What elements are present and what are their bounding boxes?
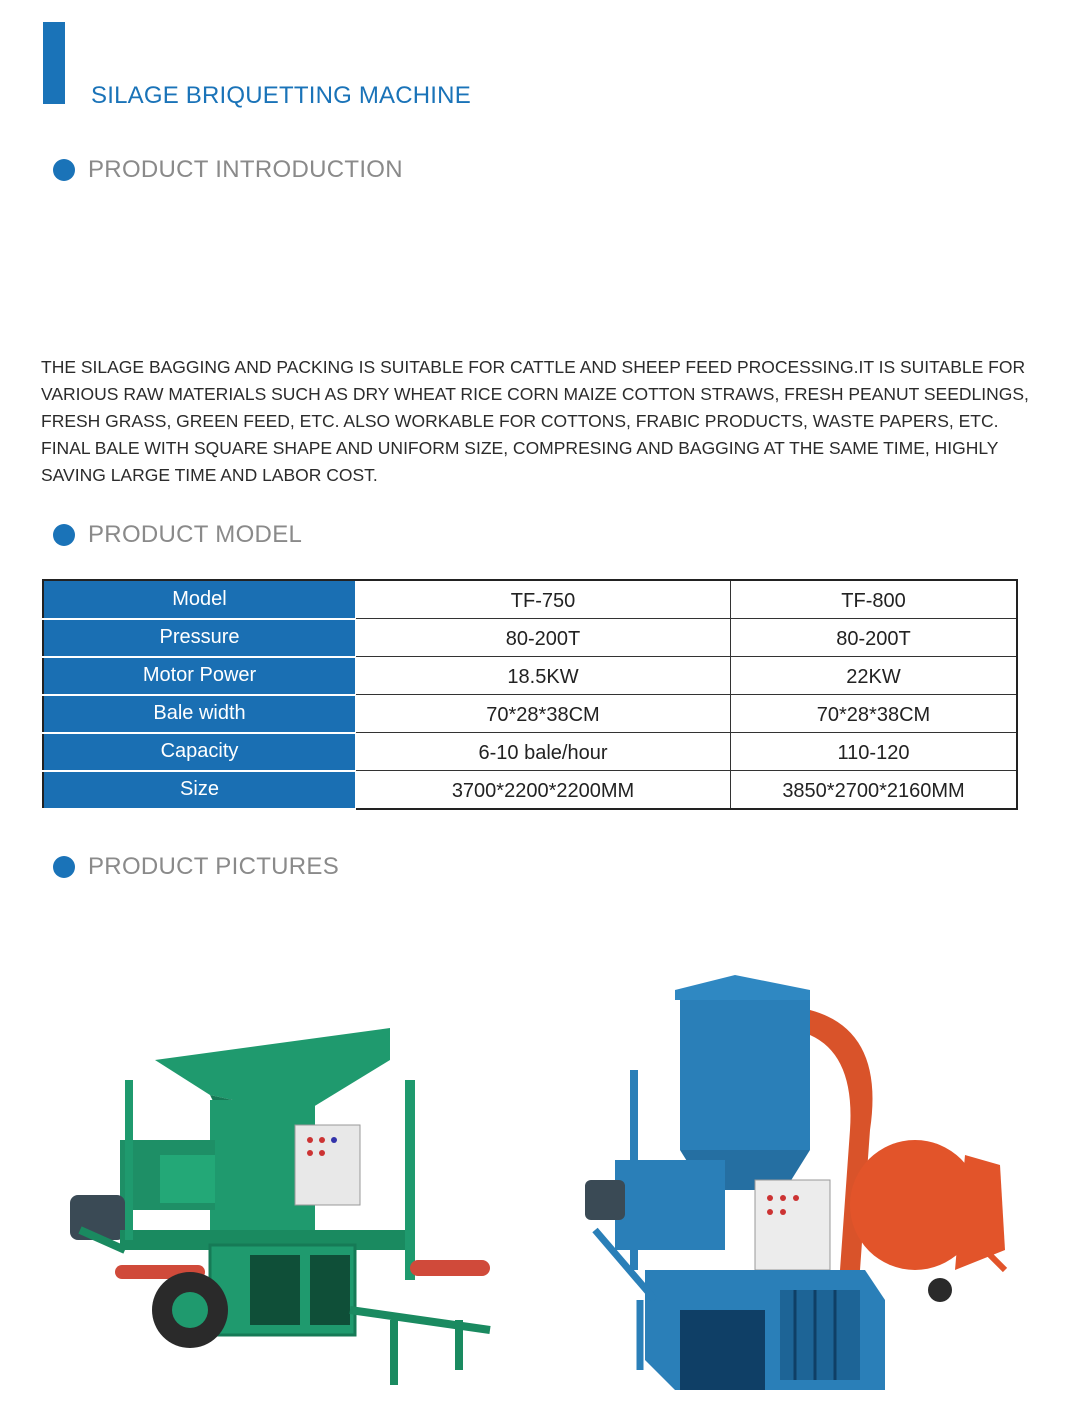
table-row [43, 771, 1017, 810]
bullet-dot-icon [53, 524, 75, 546]
section-pictures-label: PRODUCT PICTURES [88, 853, 340, 880]
table-row [43, 580, 1017, 619]
cell-tf750: 80-200T [356, 619, 731, 657]
spec-table [42, 579, 1018, 810]
cell-tf750: 6-10 bale/hour [356, 733, 731, 771]
section-pictures [53, 853, 339, 881]
cell-tf750: 70*28*38CM [356, 695, 731, 733]
cell-tf750: 3700*2200*2200MM [356, 771, 731, 810]
row-header: Bale width [43, 695, 356, 733]
bullet-dot-icon [53, 856, 75, 878]
intro-line: FINAL BALE WITH SQUARE SHAPE AND UNIFORM SIZE, COMPRESING AND BAGGING AT THE SAME TIME, HIGHLY [41, 438, 999, 458]
row-header: Pressure [43, 619, 356, 657]
section-introduction [53, 156, 403, 184]
blue-silage-baler-with-orange-chopper-photo [585, 970, 1010, 1395]
title-accent-bar [43, 22, 65, 104]
cell-tf800: 70*28*38CM [731, 695, 1018, 733]
section-model-label: PRODUCT MODEL [88, 521, 303, 548]
row-header: Model [43, 580, 356, 619]
cell-tf800: 80-200T [731, 619, 1018, 657]
table-row [43, 657, 1017, 695]
intro-line: VARIOUS RAW MATERIALS SUCH AS DRY WHEAT RICE CORN MAIZE COTTON STRAWS, FRESH PEANUT SEEDLINGS, [41, 384, 1029, 404]
page-title: SILAGE BRIQUETTING MACHINE [91, 82, 471, 109]
row-header: Motor Power [43, 657, 356, 695]
row-header: Capacity [43, 733, 356, 771]
table-row [43, 619, 1017, 657]
section-model [53, 521, 302, 549]
cell-tf750: 18.5KW [356, 657, 731, 695]
cell-tf800: 3850*2700*2160MM [731, 771, 1018, 810]
intro-line: THE SILAGE BAGGING AND PACKING IS SUITABLE FOR CATTLE AND SHEEP FEED PROCESSING.IT IS SUITABLE FOR [41, 357, 1026, 377]
intro-line: FRESH GRASS, GREEN FEED, ETC. ALSO WORKABLE FOR COTTONS, FRABIC PRODUCTS, WASTE PAPERS, ETC. [41, 411, 999, 431]
table-row [43, 733, 1017, 771]
table-row [43, 695, 1017, 733]
bullet-dot-icon [53, 159, 75, 181]
intro-paragraph [41, 354, 1031, 489]
cell-tf800: 22KW [731, 657, 1018, 695]
intro-line: SAVING LARGE TIME AND LABOR COST. [41, 465, 378, 485]
green-silage-baler-photo [60, 1020, 500, 1390]
row-header: Size [43, 771, 356, 810]
section-introduction-label: PRODUCT INTRODUCTION [88, 156, 403, 183]
cell-tf800: TF-800 [731, 580, 1018, 619]
cell-tf750: TF-750 [356, 580, 731, 619]
cell-tf800: 110-120 [731, 733, 1018, 771]
